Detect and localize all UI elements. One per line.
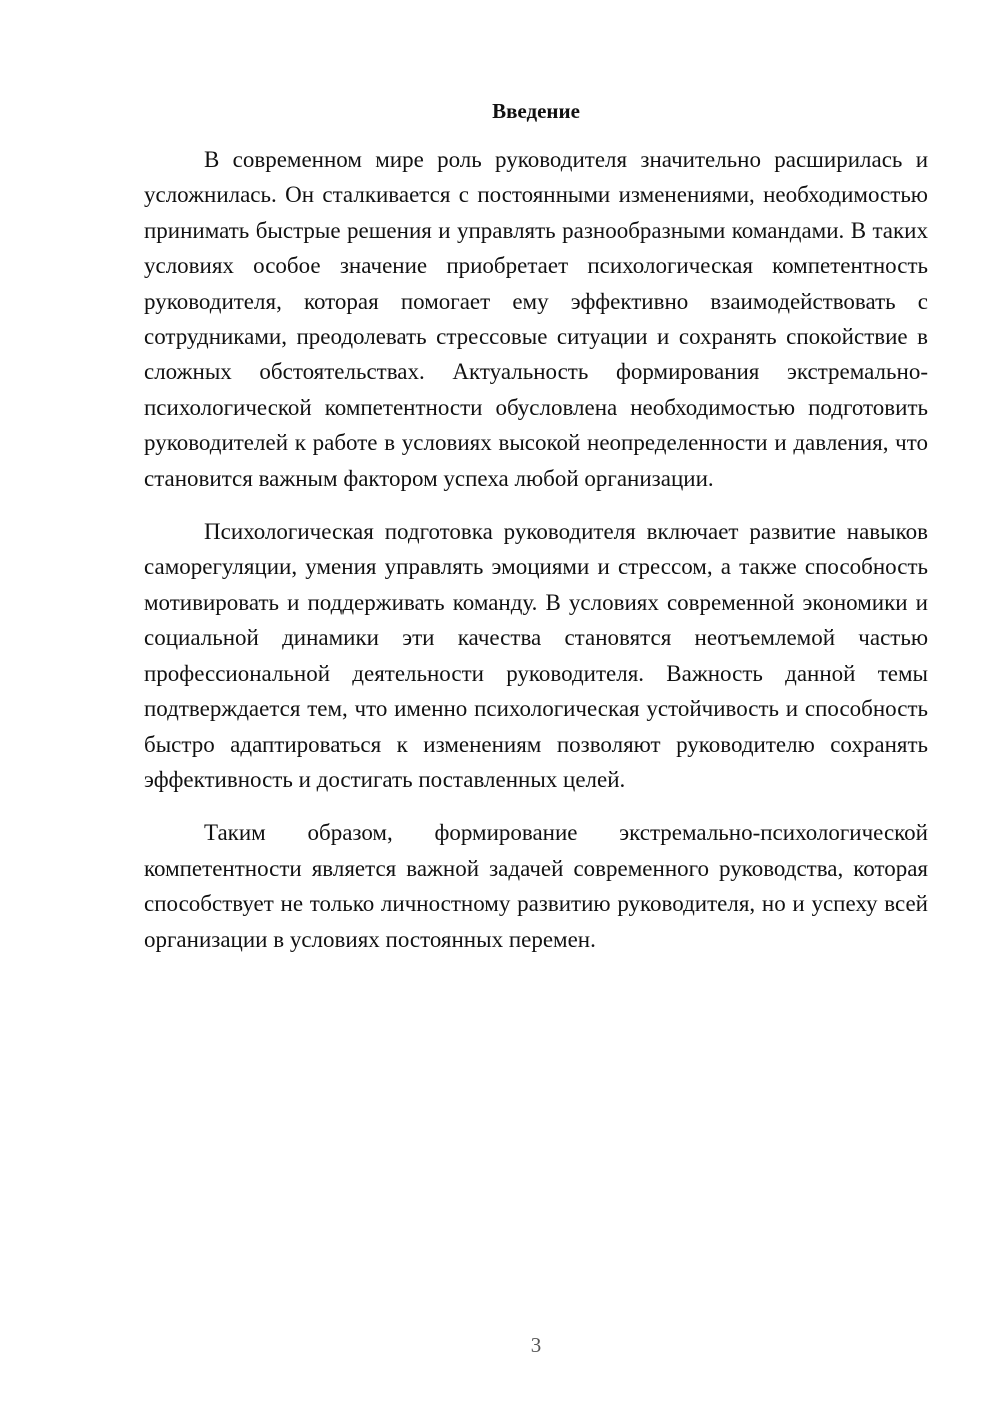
page-number: 3 — [530, 1333, 542, 1357]
paragraph-3: Таким образом, формирование экстремально-психологической компетентности является важной задачей современного руководства, которая способствует не только личностному развитию руководителя, но и успеху всей организации в условиях постоянных перемен. — [144, 820, 928, 952]
paragraph-2: Психологическая подготовка руководителя включает развитие навыков саморегуляции, умения управлять эмоциями и стрессом, а также способность мотивировать и поддерживать команду. В условиях современной экономики и социальной динамики эти качества становятся неотъемлемой частью профессиональной деятельности руководителя. Важность данной темы подтверждается тем, что именно психологическая устойчивость и способность быстро адаптироваться к изменениям позволяют руководителю сохранять эффективность и достигать поставленных целей. — [144, 519, 928, 792]
paragraph-1: В современном мире роль руководителя значительно расширилась и усложнилась. Он сталкивается с постоянными изменениями, необходимостью принимать быстрые решения и управлять разнообразными командами. В таких условиях особое значение приобретает психологическая компетентность руководителя, которая помогает ему эффективно взаимодействовать с сотрудниками, преодолевать стрессовые ситуации и сохранять спокойствие в сложных обстоятельствах. Актуальность формирования экстремально-психологической компетентности обусловлена необходимостью подготовить руководителей к работе в условиях высокой неопределенности и давления, что становится важным фактором успеха любой организации. — [144, 147, 928, 491]
page-content — [144, 96, 928, 957]
section-title: Введение — [492, 99, 580, 123]
